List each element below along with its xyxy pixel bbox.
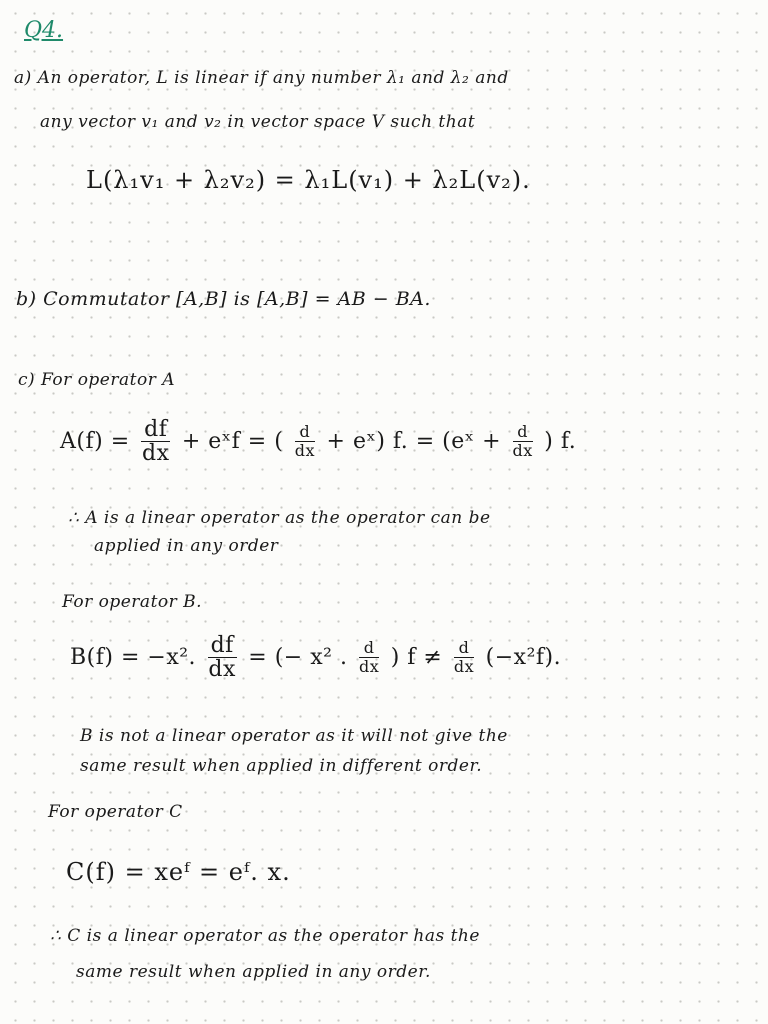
eq-b-mid2: ) f ≠: [390, 645, 443, 671]
eq-b-end: (−x²f).: [485, 645, 562, 671]
eq-b-lhs: B(f) = −x².: [70, 645, 197, 671]
a-conclusion-2: applied in any order: [94, 536, 279, 556]
fraction-d-dx-2: $\frac{d}{dx}$: [512, 422, 533, 461]
part-a-line-1: a) An operator, L is linear if any number λ₁ and λ₂ and: [14, 68, 509, 88]
eq-a-mid: + eˣf = (: [181, 429, 284, 455]
eq-a-end: ) f.: [544, 429, 577, 455]
operator-c-label: For operator C: [48, 802, 183, 822]
fraction-df-dx-b: $\frac{df}{dx}$: [208, 633, 236, 683]
a-conclusion-1: ∴ A is a linear operator as the operator can be: [68, 508, 491, 528]
part-c-intro: c) For operator A: [18, 370, 176, 390]
fraction-d-dx: $\frac{d}{dx}$: [294, 422, 316, 461]
b-conclusion-1: B is not a linear operator as it will not give the: [80, 726, 508, 746]
fraction-d-dx-b-2: $\frac{d}{dx}$: [453, 638, 475, 677]
part-b-commutator: b) Commutator [A,B] is [A,B] = AB − BA.: [16, 288, 431, 310]
linearity-equation: L(λ₁v₁ + λ₂v₂) = λ₁L(v₁) + λ₂L(v₂).: [86, 166, 531, 194]
c-conclusion-2: same result when applied in any order.: [76, 962, 431, 982]
equation-c: C(f) = xeᶠ = eᶠ. x.: [66, 858, 291, 886]
equation-b: [70, 634, 561, 682]
c-conclusion-1: ∴ C is a linear operator as the operator has the: [50, 926, 480, 946]
eq-b-mid: = (− x² .: [248, 645, 348, 671]
eq-a-mid2: + eˣ) f. = (eˣ +: [326, 429, 502, 455]
heading: Q4.: [24, 18, 64, 43]
fraction-d-dx-b: $\frac{d}{dx}$: [358, 638, 380, 677]
fraction-df-dx: $\frac{df}{dx}$: [141, 417, 170, 467]
b-conclusion-2: same result when applied in different order.: [80, 756, 483, 776]
equation-a: [60, 418, 576, 466]
part-a-line-2: any vector v₁ and v₂ in vector space V such that: [40, 112, 476, 132]
eq-a-lhs: A(f) =: [60, 429, 130, 455]
operator-b-label: For operator B.: [62, 592, 203, 612]
